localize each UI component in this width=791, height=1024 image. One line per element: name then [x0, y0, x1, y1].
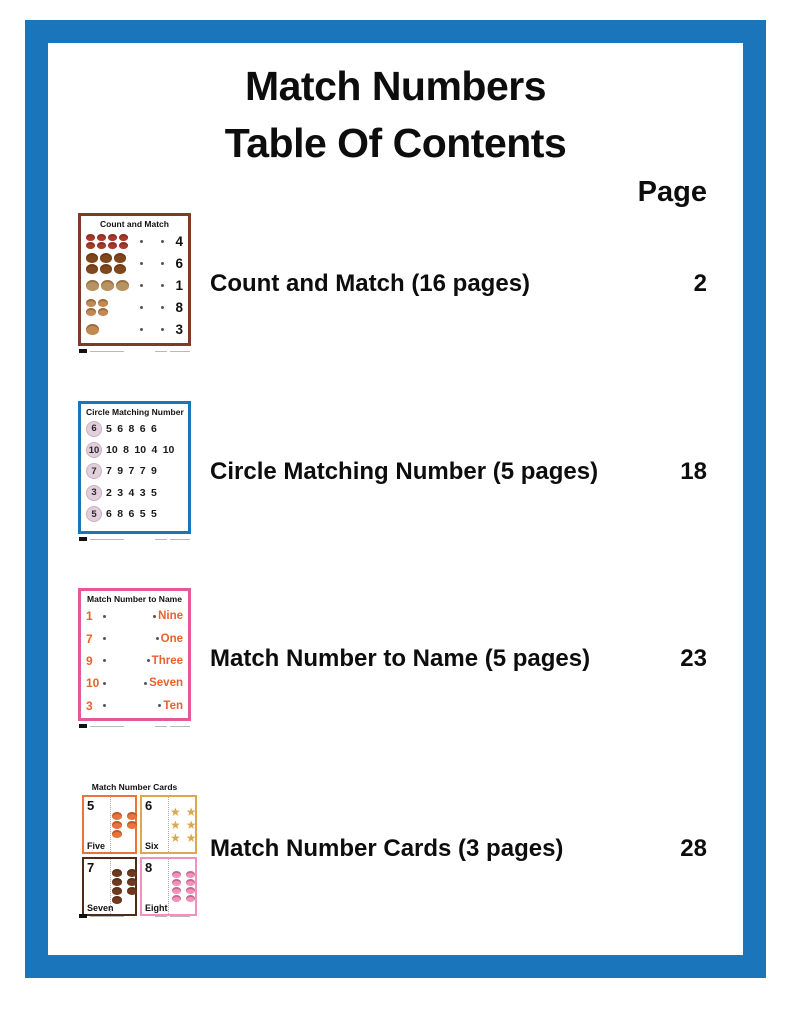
- page-column-header: Page: [637, 176, 707, 208]
- number-cards-thumbnail-page: [78, 778, 197, 913]
- number-name: One: [160, 632, 183, 645]
- match-number: 8: [175, 299, 183, 315]
- entry-label: Circle Matching Number (5 pages): [210, 458, 599, 485]
- number-cards-grid: [82, 795, 197, 916]
- circle-match-row: [86, 439, 183, 460]
- match-dot: [156, 637, 159, 640]
- circle-match-row: [86, 418, 183, 439]
- monkey-icon: [86, 324, 138, 335]
- toc-entry-match-number-to-name: [78, 588, 707, 738]
- match-dot: [161, 262, 164, 265]
- card-word: Seven: [87, 903, 114, 913]
- match-dot: [161, 328, 164, 331]
- circle-match-row: [86, 504, 183, 525]
- card-number: 5: [87, 798, 95, 813]
- entry-label: Count and Match (16 pages): [210, 270, 531, 297]
- match-dot: [158, 704, 161, 707]
- circled-target-number: 10: [86, 442, 102, 458]
- card-word: Eight: [145, 903, 168, 913]
- number-name: Nine: [158, 610, 183, 623]
- number-name: Three: [151, 654, 183, 667]
- match-dot: [103, 659, 106, 662]
- match-number: 1: [86, 609, 93, 624]
- match-dot: [161, 240, 164, 243]
- toc-entry-match-number-cards: [78, 778, 707, 928]
- match-dot: [103, 704, 106, 707]
- match-dot: [103, 637, 106, 640]
- toc-entry-circle-matching-number: [78, 401, 707, 551]
- match-dot: [140, 306, 143, 309]
- match-number: 3: [175, 321, 183, 337]
- count-match-row: [86, 230, 183, 252]
- match-dot: [103, 615, 106, 618]
- count-and-match-thumbnail-page: [78, 213, 191, 346]
- page-title-line2: Table Of Contents: [224, 120, 567, 166]
- match-dot: [161, 306, 164, 309]
- footer-logo-icon: [79, 349, 87, 353]
- card-word: Five: [87, 841, 106, 851]
- entry-page-number: 18: [680, 458, 707, 485]
- thumbnail-title: Match Number Cards: [91, 782, 178, 792]
- match-number: 1: [175, 277, 183, 293]
- number-name: Seven: [149, 677, 183, 690]
- match-number: 6: [175, 255, 183, 271]
- number-options: 6 8 6 5 5: [106, 508, 157, 521]
- number-options: 7 9 7 7 9: [106, 465, 157, 478]
- entry-page-number: 23: [680, 645, 707, 672]
- count-match-row: [86, 318, 183, 340]
- card-number: 6: [145, 798, 153, 813]
- match-dot: [140, 262, 143, 265]
- count-and-match-thumbnail: [78, 213, 191, 354]
- number-options: 10 8 10 4 10: [106, 444, 175, 457]
- crab-icons: [110, 797, 135, 852]
- card-word: Six: [145, 841, 159, 851]
- thumbnail-title: Circle Matching Number: [86, 407, 184, 417]
- match-dot: [147, 659, 150, 662]
- number-card-six: [140, 795, 197, 854]
- circle-matching-thumbnail-page: [78, 401, 191, 534]
- entry-label: Match Number to Name (5 pages): [210, 645, 591, 672]
- circled-target-number: 7: [86, 463, 102, 479]
- match-number: 3: [86, 698, 93, 713]
- entry-page-number: 2: [693, 270, 707, 297]
- thumbnail-title: Match Number to Name: [87, 594, 182, 604]
- entry-page-number: 28: [680, 835, 707, 862]
- thumbnail-footer: [78, 348, 191, 354]
- match-number: 4: [175, 233, 183, 249]
- match-dot: [140, 240, 143, 243]
- thumbnail-footer: [78, 723, 191, 729]
- circled-target-number: 5: [86, 506, 102, 522]
- number-name-row: [86, 650, 183, 672]
- thumbnail-title: Count and Match: [100, 219, 169, 229]
- number-options: 2 3 4 3 5: [106, 486, 157, 499]
- page-title: [0, 58, 791, 172]
- circle-matching-number-thumbnail: [78, 401, 191, 542]
- star-icons: ★ ★ ★ ★ ★ ★: [168, 797, 195, 852]
- circle-match-row: [86, 461, 183, 482]
- basket-icons: [86, 280, 138, 291]
- card-number: 7: [87, 860, 95, 875]
- footer-logo-icon: [79, 914, 87, 918]
- number-name-row: [86, 672, 183, 694]
- match-number: 10: [86, 676, 100, 691]
- match-dot: [144, 682, 147, 685]
- number-to-name-thumbnail-page: [78, 588, 191, 721]
- count-match-row: [86, 252, 183, 274]
- hedgehog-icons: [110, 859, 135, 914]
- match-number-to-name-thumbnail: [78, 588, 191, 729]
- count-match-row: [86, 274, 183, 296]
- circled-target-number: 3: [86, 485, 102, 501]
- match-dot: [140, 284, 143, 287]
- monkey-icons: [86, 299, 138, 316]
- card-number: 8: [145, 860, 153, 875]
- match-dot: [161, 284, 164, 287]
- footer-logo-icon: [79, 724, 87, 728]
- number-name: Ten: [163, 699, 183, 712]
- number-name-row: [86, 695, 183, 717]
- match-dot: [140, 328, 143, 331]
- toc-entry-count-and-match: [78, 213, 707, 363]
- match-dot: [103, 682, 106, 685]
- match-number: 9: [86, 653, 93, 668]
- fish-icons: [168, 859, 195, 914]
- count-match-row: [86, 296, 183, 318]
- match-number-cards-thumbnail: [78, 778, 197, 919]
- number-card-five: [82, 795, 137, 854]
- circled-target-number: 6: [86, 421, 102, 437]
- number-card-eight: [140, 857, 197, 916]
- match-dot: [153, 615, 156, 618]
- match-number: 7: [86, 631, 93, 646]
- number-name-row: [86, 627, 183, 649]
- number-name-row: [86, 605, 183, 627]
- number-options: 5 6 8 6 6: [106, 422, 157, 435]
- entry-label: Match Number Cards (3 pages): [210, 835, 564, 862]
- turkey-icons: [86, 253, 138, 274]
- circle-match-row: [86, 482, 183, 503]
- footer-logo-icon: [79, 537, 87, 541]
- thumbnail-footer: [78, 536, 191, 542]
- bug-icons: [86, 234, 138, 249]
- number-card-seven: [82, 857, 137, 916]
- page-title-line1: Match Numbers: [244, 63, 547, 109]
